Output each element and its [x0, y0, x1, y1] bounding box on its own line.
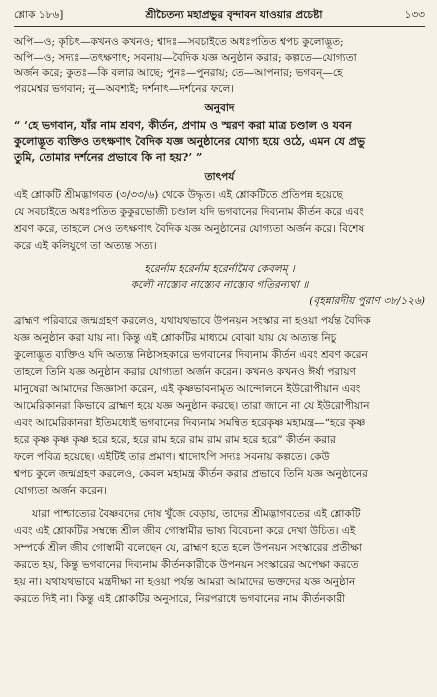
paragraph-line: মানুষেরা আমাদের জিজ্ঞাসা করেন, এই কৃষ্ণভাবনামৃত আন্দোলনে ইউরোপীয়ান এবং [14, 383, 361, 395]
verse-number: শ্লোক ১৮৬] [14, 9, 64, 21]
word-for-word-gloss [14, 35, 425, 97]
translation-text [14, 118, 425, 166]
translation-heading: অনুবাদ [204, 102, 235, 114]
paragraph-line [14, 506, 425, 523]
running-title: শ্রীচৈতন্য মহাপ্রভুর বৃন্দাবন যাওয়ার প্রচেষ্টা [145, 9, 323, 21]
purport-heading: তাৎপর্য [204, 171, 235, 183]
translation-line: “ ‘হে ভগবান, যাঁর নাম শ্রবণ, কীর্তন, প্রণাম ও স্মরণ করা মাত্র চণ্ডাল ও যবন [14, 119, 352, 132]
paragraph-line: করতে হয়, কিন্তু ভগবানের দিব্যনাম কীর্তনকারীকে উপনয়ন সংস্কারের অপেক্ষা করতে [14, 559, 359, 571]
gloss-line: অর্জন করে; কুতঃ—কি বলার আছে; পুনঃ—পুনরায়; তে—আপনার; ভগবন্—হে [14, 67, 343, 79]
paragraph-line: এবং এই শ্লোকটির সম্বন্ধে শ্রীল জীব গোস্বামীর ভাষ্য বিবেচনা করে দেখা উচিত। এই [14, 525, 356, 537]
paragraph-line: শ্বপচ কুলে জন্মগ্রহণ করলেও, কেবল মহামন্ত্র কীর্তন করার প্রভাবে তিনি যজ্ঞ অনুষ্ঠানের [14, 468, 368, 480]
paragraph-line-text: যারা পাশ্চাত্যের বৈষ্ণবদের দোষ খুঁজে বেড়ায়, তাদের শ্রীমদ্ভাগবতের এই শ্লোকটি [32, 508, 361, 520]
verse-line: কলৌ নাস্ত্যেব নাস্ত্যেব নাস্ত্যেব গতিরন্যথা ॥ [130, 279, 309, 291]
gloss-line: অপি—ও; সদ্যঃ—তৎক্ষণাৎ; সবনায়—বৈদিক যজ্ঞ অনুষ্ঠান করার; কল্পতে—যোগ্যতা [14, 51, 357, 64]
purport-paragraph-2 [14, 313, 425, 500]
paragraph-line: যে সবচাইতে অধঃপতিত কুকুরভোজী চণ্ডাল যদি ভগবানের দিব্যনাম কীর্তন করে এবং [14, 206, 364, 218]
quoted-verse [14, 261, 425, 293]
paragraph-line: সম্পর্কে শ্রীল জীব গোস্বামী বলেছেন যে, ব্রাহ্মণ হতে হলে উপনয়ন সংস্কারের প্রতীক্ষা [14, 542, 362, 554]
verse-line: হরের্নাম হরের্নাম হরের্নামৈব কেবলম্ । [144, 263, 295, 275]
translation-line: কুলোদ্ভূত ব্যক্তিও তৎক্ষণাৎ বৈদিক যজ্ঞ অনুষ্ঠানের যোগ্য হয়ে ওঠে, এমন যে প্রভু [14, 135, 366, 148]
paragraph-line: এই শ্লোকটি শ্রীমদ্ভাগবত (৩/৩৩/৬) থেকে উদ্ধৃত। এই শ্লোকটিতে প্রতিপন্ন হয়েছে [14, 189, 343, 201]
gloss-line: পরমেশ্বর ভগবান; নু—অবশ্যই; দর্শনাৎ—দর্শনের ফলে। [14, 82, 235, 95]
paragraph-line: করে এই কলিযুগে তা অত্যন্ত সত্য। [14, 240, 157, 252]
page-header [14, 6, 425, 24]
paragraph-line: শ্রবণ করে, তাহলে সেও তৎক্ষণাৎ বৈদিক যজ্ঞ অনুষ্ঠানের যোগ্যতা অর্জন করে। বিশেষ [14, 223, 365, 235]
paragraph-line: তাহলে তিনি যজ্ঞ অনুষ্ঠান করার যোগ্যতা অর্জন করেন। কখনও কখনও ঈর্ষা পরায়ণ [14, 366, 356, 378]
paragraph-line: হরে কৃষ্ণ কৃষ্ণ কৃষ্ণ হরে হরে, হরে রাম হরে রাম রাম রাম হরে হরে” কীর্তন করার [14, 434, 336, 446]
paragraph-line: কুলোদ্ভূত ব্যক্তিও যদি অত্যন্ত নিষ্ঠাসহকারে ভগবানের দিব্যনাম কীর্তন এবং শ্রবণ করেন [14, 349, 368, 361]
page-number: ১৩৩ [404, 9, 425, 21]
purport-paragraph-1 [14, 187, 425, 255]
paragraph-line: করতে দিই না। কিন্তু এই শ্লোকটির অনুসারে, নিরপরাধে ভগবানের নাম কীর্তনকারী [14, 593, 346, 605]
paragraph-line: যোগ্যতা অর্জন করেন। [14, 485, 107, 497]
header-rule [14, 26, 425, 27]
paragraph-line: ফলে পবিত্র হয়েছে। এইটিই তার প্রমাণ। শ্বাদোঽপি সদ্যঃ সবনায় কল্পতে। কেউ [14, 451, 330, 463]
purport-paragraph-3 [14, 506, 425, 608]
paragraph-line: ব্রাহ্মণ পরিবারে জন্মগ্রহণ করলেও, যথাযথভাবে উপনয়ন সংস্কার না হওয়া পর্যন্ত বৈদিক [14, 315, 371, 327]
gloss-line: অপি—ও; কৃচিৎ—কখনও কখনও; শ্বাদঃ—সবচাইতে অধঃপতিত শ্বপচ কুলোদ্ভূত; [14, 36, 344, 48]
verse-reference: (বৃহন্নারদীয় পুরাণ ৩৮/১২৬) [309, 295, 425, 307]
paragraph-line: আমেরিকানরা কিভাবে ব্রাহ্মণ হয়ে যজ্ঞ অনুষ্ঠান করছে। তারা জানে না যে ইউরোপীয়ান [14, 400, 370, 412]
paragraph-line: এবং আমেরিকানরা ইতিমধ্যেই ভগবানের দিব্যনাম সমন্বিত হরেকৃষ্ণ মহামন্ত্র—“হরে কৃষ্ণ [14, 417, 366, 429]
paragraph-line: যজ্ঞ অনুষ্ঠান করা যায় না। কিন্তু এই শ্লোকটির মাধ্যমে বোঝা যায় যে অত্যন্ত নিচু [14, 332, 337, 344]
translation-line: তুমি, তোমার দর্শনের প্রভাবে কি না হয়?’ ” [14, 151, 203, 164]
paragraph-line: হয় না। যথাযথভাবে মন্ত্রদীক্ষা না হওয়া পর্যন্ত আমরা আমাদের ভক্তদের যজ্ঞ অনুষ্ঠান [14, 576, 356, 588]
